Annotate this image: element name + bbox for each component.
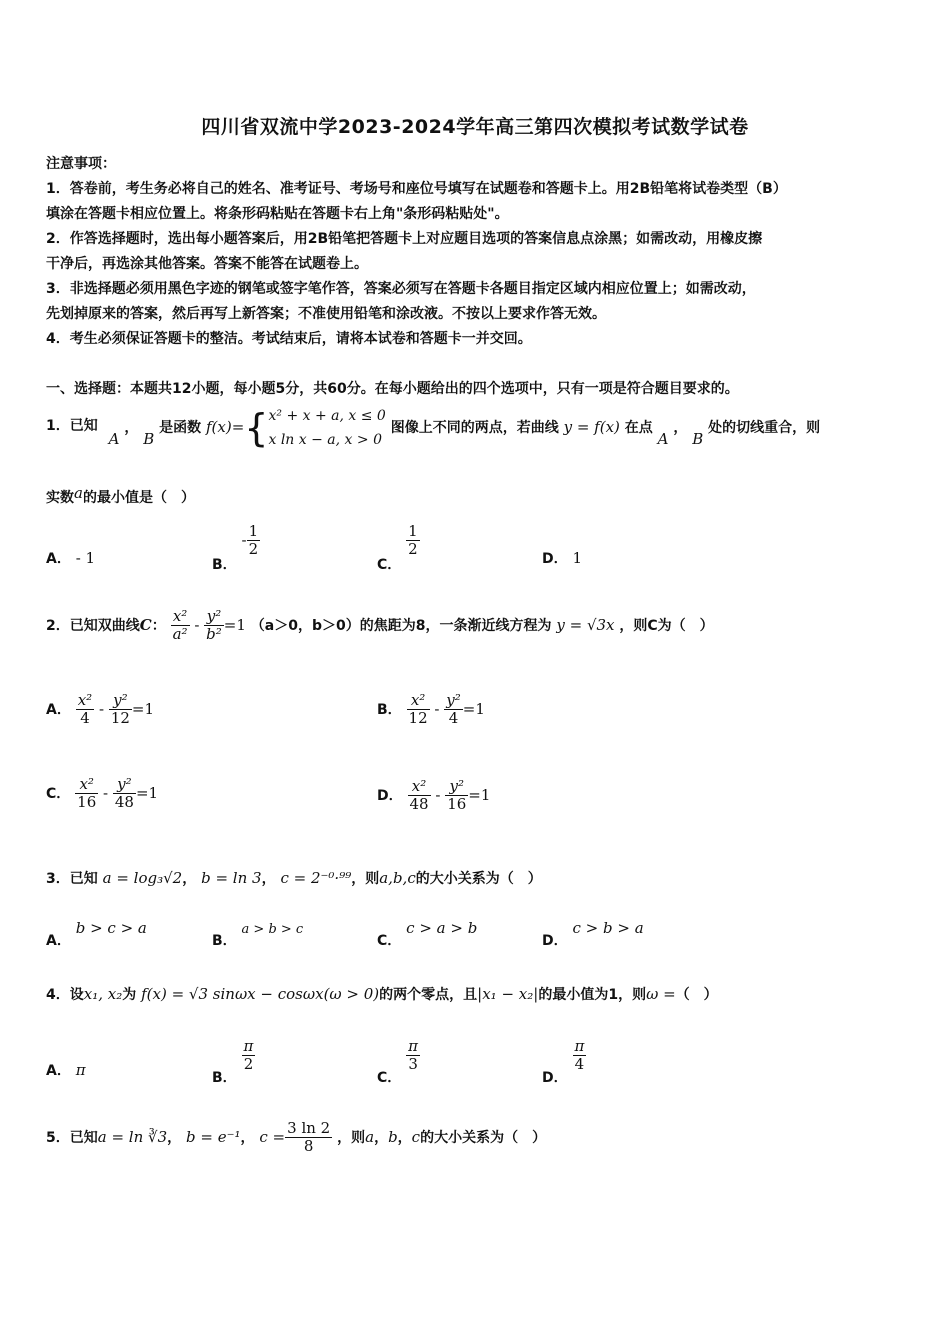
option-d[interactable]: D． $\frac{\pi}{4}$ xyxy=(542,1037,585,1086)
option-d[interactable]: D． $\frac{\text{x²}}{48}$ - $\frac{\text{y²}}{16}$ =1 xyxy=(377,777,491,814)
notice-line: 1．答卷前，考生务必将自己的姓名、准考证号、考场号和座位号填写在试题卷和答题卡上。用2B铅笔将试卷类型（B） xyxy=(46,181,787,197)
section-heading: 一、选择题：本题共12小题，每小题5分，共60分。在每小题给出的四个选项中，只有一项是符合题目要求的。 xyxy=(46,381,739,397)
option-d[interactable]: D． 1 xyxy=(542,549,583,567)
question-5: 5．已知a = ln ∛3， b = e⁻¹， c = $\frac{3 \ln 2}{8}$ ，则a，b，c的大小关系为（ ） xyxy=(46,1119,547,1156)
option-a[interactable]: A． $\frac{\text{x²}}{4}$ - $\frac{\text{y²}}{12}$ =1 xyxy=(46,691,155,728)
point-a: A xyxy=(108,430,120,448)
notice-line: 2．作答选择题时，选出每小题答案后，用2B铅笔把答题卡上对应题目选项的答案信息点涂黑；如需改动，用橡皮擦 xyxy=(46,231,763,247)
page-title: 四川省双流中学2023-2024学年高三第四次模拟考试数学试卷 xyxy=(201,116,749,138)
function-f: f(x)= xyxy=(206,418,245,436)
notice-line: 先划掉原来的答案，然后再写上新答案；不准使用铅笔和涂改液。不按以上要求作答无效。 xyxy=(46,306,606,322)
point-b: B xyxy=(143,430,155,448)
question-1-line2: 实数a的最小值是（ ） xyxy=(46,484,195,506)
asymptote: y = √3x xyxy=(556,615,615,634)
question-4: 4．设x₁, x₂为 f(x) = √3 sinωx − cosωx(ω > 0)的两个零点，且|x₁ − x₂|的最小值为1，则ω =（ ） xyxy=(46,985,718,1003)
notice-line: 3．非选择题必须用黑色字迹的钢笔或签字笔作答，答案必须写在答题卡各题目指定区域内相应位置上；如需改动， xyxy=(46,281,756,297)
option-c[interactable]: C． $\frac{1}{2}$ xyxy=(377,522,418,573)
option-c[interactable]: C． $\frac{\pi}{3}$ xyxy=(377,1037,419,1086)
question-1: 1．已知 A ， B 是函数 f(x)={ x² + x + a, x ≤ 0 x ln x − a, x > 0 图像上不同的两点，若曲线 y = f(x) 在点 A ， B 处的切线重合，则 xyxy=(46,406,821,450)
option-a[interactable]: A． - 1 xyxy=(46,549,96,567)
question-3: 3．已知 a = log₃√2， b = ln 3， c = 2⁻⁰·⁹⁹，则a,b,c的大小关系为（ ） xyxy=(46,869,542,887)
point-a: A xyxy=(657,430,669,448)
option-a[interactable]: A． b > c > a xyxy=(46,919,147,949)
option-d[interactable]: D． c > b > a xyxy=(542,919,644,949)
option-c[interactable]: C． c > a > b xyxy=(377,919,478,949)
question-2: 2．已知双曲线C： $\frac{\text{x²}}{\text{a²}}$ - $\frac{\text{y²}}{\text{b²}}$ =1 （a＞0，b＞0）的焦距为8，一条渐近线方程为 y = √3x ，则C为（ ） xyxy=(46,607,714,644)
option-b[interactable]: B． $\frac{\text{x²}}{12}$ - $\frac{\text{y²}}{4}$ =1 xyxy=(377,691,485,728)
piecewise-cases: x² + x + a, x ≤ 0 x ln x − a, x > 0 xyxy=(268,408,386,448)
option-c[interactable]: C． $\frac{\text{x²}}{16}$ - $\frac{\text{y²}}{48}$ =1 xyxy=(46,775,159,812)
notice-heading: 注意事项： xyxy=(46,156,116,172)
option-b[interactable]: B． a > b > c xyxy=(212,922,304,949)
notice-line: 填涂在答题卡相应位置上。将条形码粘贴在答题卡右上角"条形码粘贴处"。 xyxy=(46,206,509,222)
notice-line: 干净后，再选涂其他答案。答案不能答在试题卷上。 xyxy=(46,256,368,272)
point-b: B xyxy=(692,430,704,448)
option-b[interactable]: B． $\frac{\pi}{2}$ xyxy=(212,1037,254,1086)
option-a[interactable]: A． π xyxy=(46,1061,86,1079)
option-b[interactable]: B． - $\frac{1}{2}$ xyxy=(212,522,259,573)
curve-expr: y = f(x) xyxy=(563,418,620,436)
notice-line: 4．考生必须保证答题卡的整洁。考试结束后，请将本试卷和答题卡一并交回。 xyxy=(46,331,532,347)
brace: { xyxy=(244,406,269,450)
